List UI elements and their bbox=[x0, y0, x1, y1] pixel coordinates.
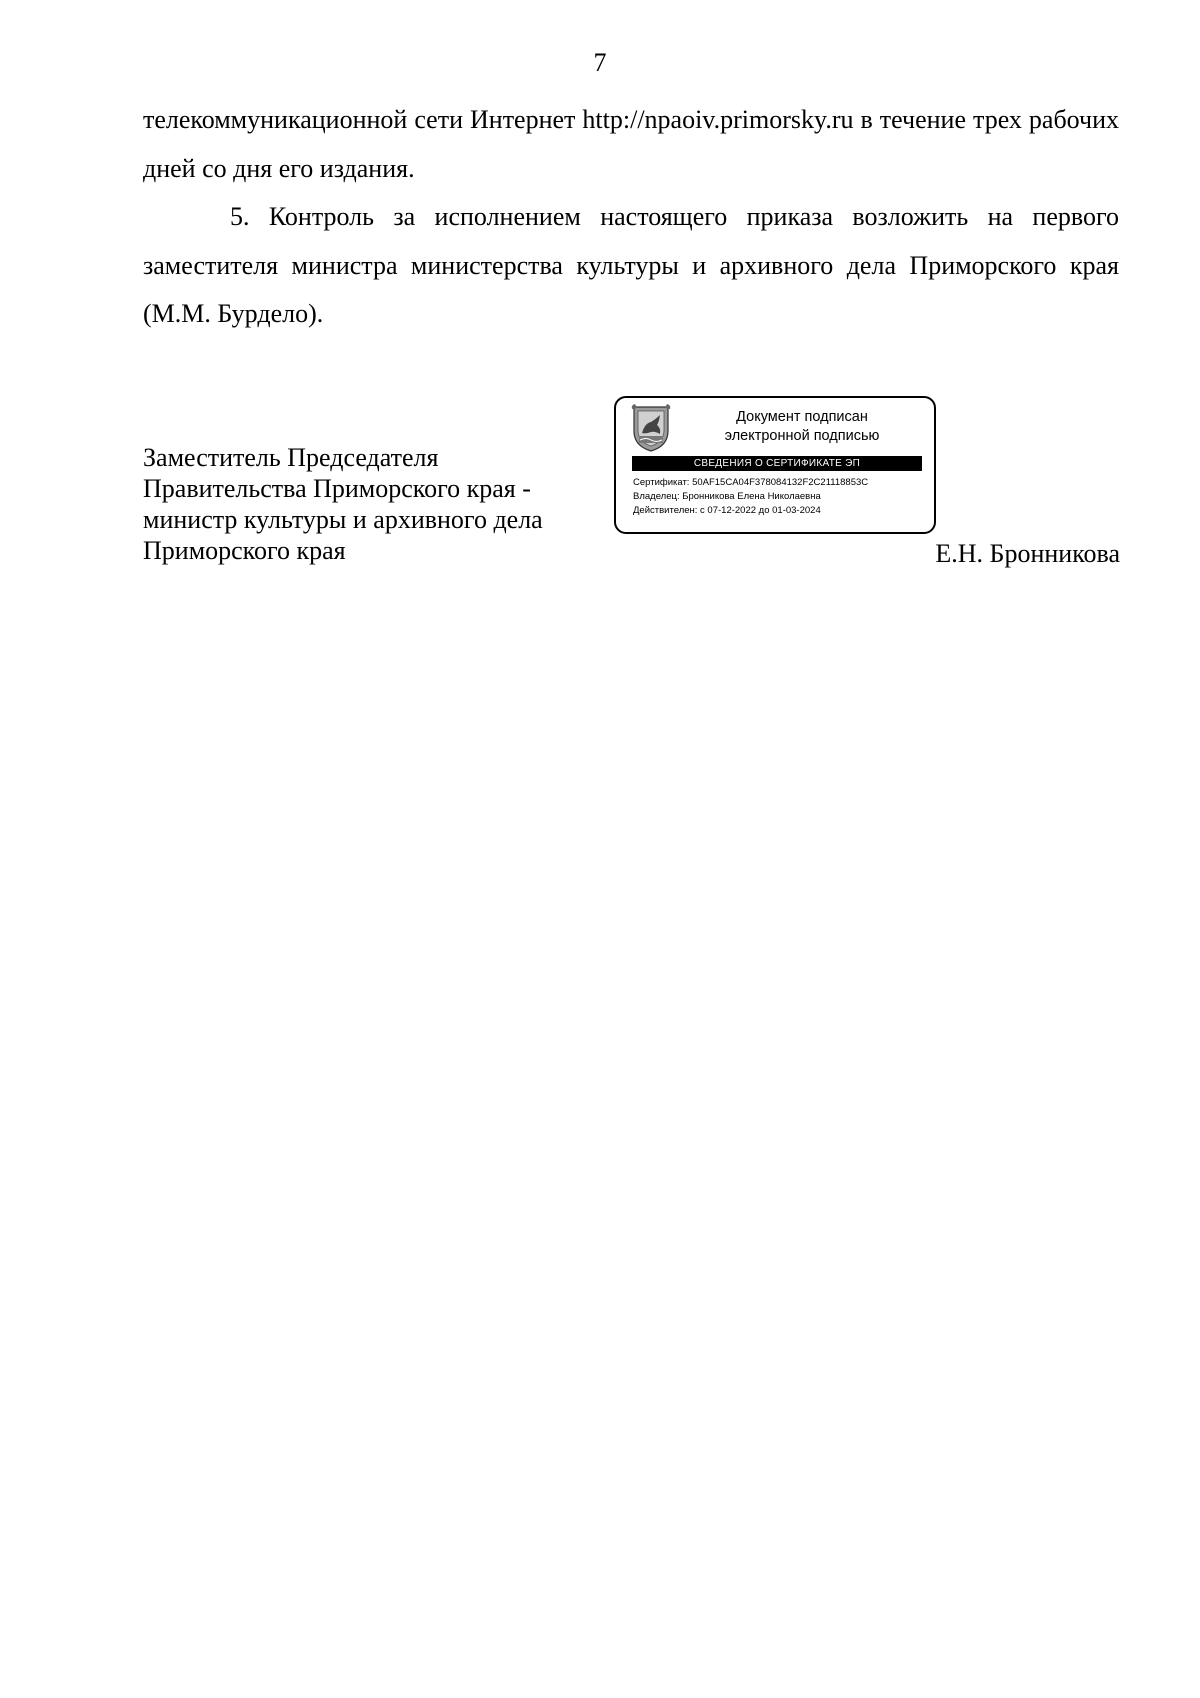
signer-title-line: министр культуры и архивного дела bbox=[143, 505, 543, 534]
signer-title-line: Правительства Приморского края - bbox=[143, 474, 531, 503]
certificate-owner: Владелец: Бронникова Елена Николаевна bbox=[633, 491, 821, 502]
signer-title bbox=[143, 442, 613, 566]
certificate-info-bar: СВЕДЕНИЯ О СЕРТИФИКАТЕ ЭП bbox=[632, 456, 922, 471]
certificate-validity: Действителен: с 07-12-2022 до 01-03-2024 bbox=[633, 505, 821, 516]
coat-of-arms-icon bbox=[631, 403, 671, 453]
body-text bbox=[143, 96, 1119, 339]
stamp-heading bbox=[676, 408, 928, 446]
paragraph-continuation: телекоммуникационной сети Интернет http://npaoiv.primorsky.ru в течение трех рабочих дней со дня его издания. bbox=[143, 105, 1119, 183]
stamp-heading-line: Документ подписан bbox=[736, 409, 868, 425]
certificate-details bbox=[633, 476, 929, 518]
stamp-heading-line: электронной подписью bbox=[724, 428, 880, 444]
paragraph-item-5: 5. Контроль за исполнением настоящего приказа возложить на первого заместителя министра министерства культуры и архивного дела Приморского края (М.М. Бурдело). bbox=[143, 202, 1119, 328]
electronic-signature-stamp bbox=[614, 396, 936, 534]
page-number: 7 bbox=[593, 48, 607, 77]
certificate-number: Сертификат: 50AF15CA04F378084132F2C21118853C bbox=[633, 477, 869, 488]
signer-title-line: Приморского края bbox=[143, 536, 346, 565]
signer-name: Е.Н. Бронникова bbox=[935, 539, 1120, 568]
signer-title-line: Заместитель Председателя bbox=[143, 443, 439, 472]
